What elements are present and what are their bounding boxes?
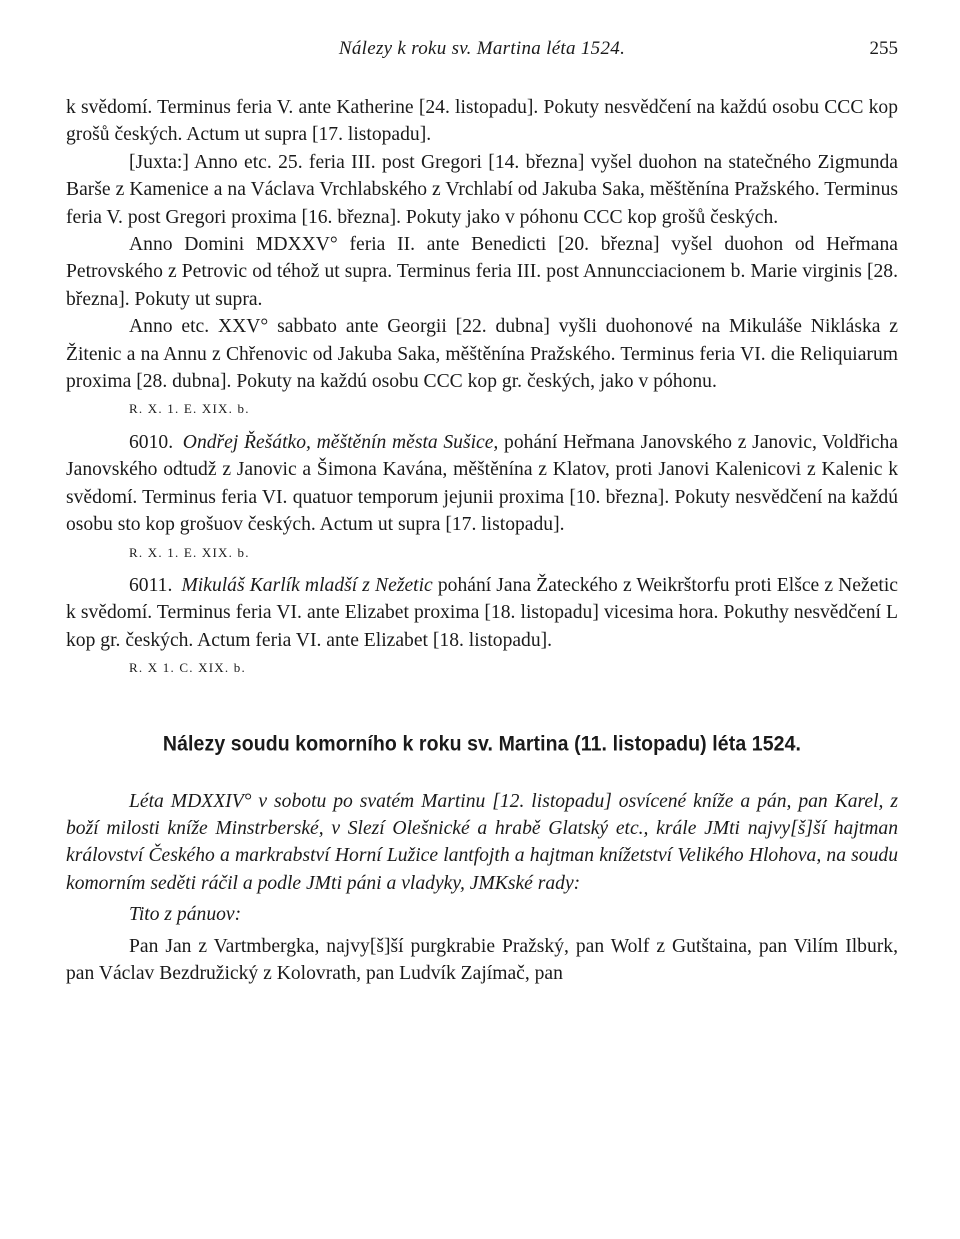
- entry-plaintiff: Mikuláš Karlík mladší z Nežetic: [181, 574, 433, 596]
- section-heading: Nálezy soudu komorního k roku sv. Martina (11. listopadu) léta 1524.: [162, 731, 802, 756]
- entry-plaintiff: Ondřej Řešátko, měštěnín města Sušice,: [182, 431, 499, 453]
- member-list: Pan Jan z Vartmbergka, najvy[š]ší purgkrabie Pražský, pan Wolf z Gutštaina, pan Vilím Ilburk, pan Václav Bezdružický z Kolovrath, pan Ludvík Zajímač, pan: [66, 935, 898, 984]
- paragraph-anno-xxv: Anno etc. XXV° sabbato ante Georgii [22. dubna] vyšli duohonové na Mikuláše Nikláska z Žitenic a na Annu z Chřenovic od Jakuba Saka, měštěnína Pražského. Terminus feria VI. die Reliquiarum proxima [28. dubna]. Pokuty na každú osobu CCC kop gr. českých, jako v póhonu.: [66, 316, 898, 393]
- page-number: 255: [869, 38, 898, 59]
- entry-6010: [66, 429, 898, 539]
- header-title: Nálezy k roku sv. Martina léta 1524.: [338, 38, 626, 59]
- entry-number: 6011.: [129, 574, 173, 596]
- entry-text: pohání Jana Žateckého z Weikrštorfu proti Elšce z Nežetic k svědomí. Terminus feria VI. ante Elizabet proxima [18. listopadu] vicesima hora. Pokuthy nesvědčení L kop gr. českých. Actum feria VI. ante Elizabet [18. listopadu].: [66, 574, 898, 651]
- entry-6011: [66, 572, 898, 654]
- paragraph-juxta: [Juxta:] Anno etc. 25. feria III. post Gregori [14. března] vyšel duohon na statečného Zigmunda Barše z Kamenice a na Václava Vrchlabského z Vrchlabí od Jakuba Saka, měštěnína Pražského. Terminus feria V. post Gregori proxima [16. března]. Pokuty jako v póhonu CCC kop grošů českých.: [66, 151, 898, 228]
- body-text: [66, 94, 898, 987]
- running-header: [66, 38, 898, 66]
- paragraph-anno-1525: Anno Domini MDXXV° feria II. ante Benedicti [20. března] vyšel duohon od Heřmana Petrovského z Petrovic od téhož ut supra. Terminus feria III. post Annuncciacionem b. Marie virginis [28. března]. Pokuty ut supra.: [66, 234, 898, 310]
- archive-signature: R. X 1. C. XIX. b.: [129, 660, 246, 676]
- archive-signature: R. X. 1. E. XIX. b.: [129, 401, 250, 417]
- entry-text: pohání Heřmana Janovského z Janovic, Voldřicha Janovského odtudž z Janovic a Šimona Kavána, měštěnína z Klatov, proti Janovi Kalenicovi z Kalenic k svědomí. Terminus feria VI. quatuor temporum jejunii proxima [10. března]. Pokuty nesvědčení na každú osobu sto kop grošuov českých. Actum ut supra [17. listopadu].: [66, 431, 898, 536]
- entry-number: 6010.: [129, 431, 174, 453]
- archive-signature: R. X. 1. E. XIX. b.: [129, 544, 250, 560]
- section-intro: Léta MDXXIV° v sobotu po svatém Martinu [12. listopadu] osvícené kníže a pán, pan Karel, z boží milosti kníže Minstrberské, v Slezí Olešnické a hrabě Glatský etc., krále JMti najvy[š]ší hajtman království Českého a markrabství Horní Lužice lantfojth a hajtman knížetství Velikého Hlohova, na soudu komorním seděti ráčil a podle JMti páni a vladyky, JMKské rady:: [66, 790, 898, 894]
- list-heading: Tito z pánuov:: [129, 904, 242, 926]
- paragraph-continuation: k svědomí. Terminus feria V. ante Katherine [24. listopadu]. Pokuty nesvědčení na každú osobu CCC kop grošů českých. Actum ut supra [17. listopadu].: [66, 97, 898, 146]
